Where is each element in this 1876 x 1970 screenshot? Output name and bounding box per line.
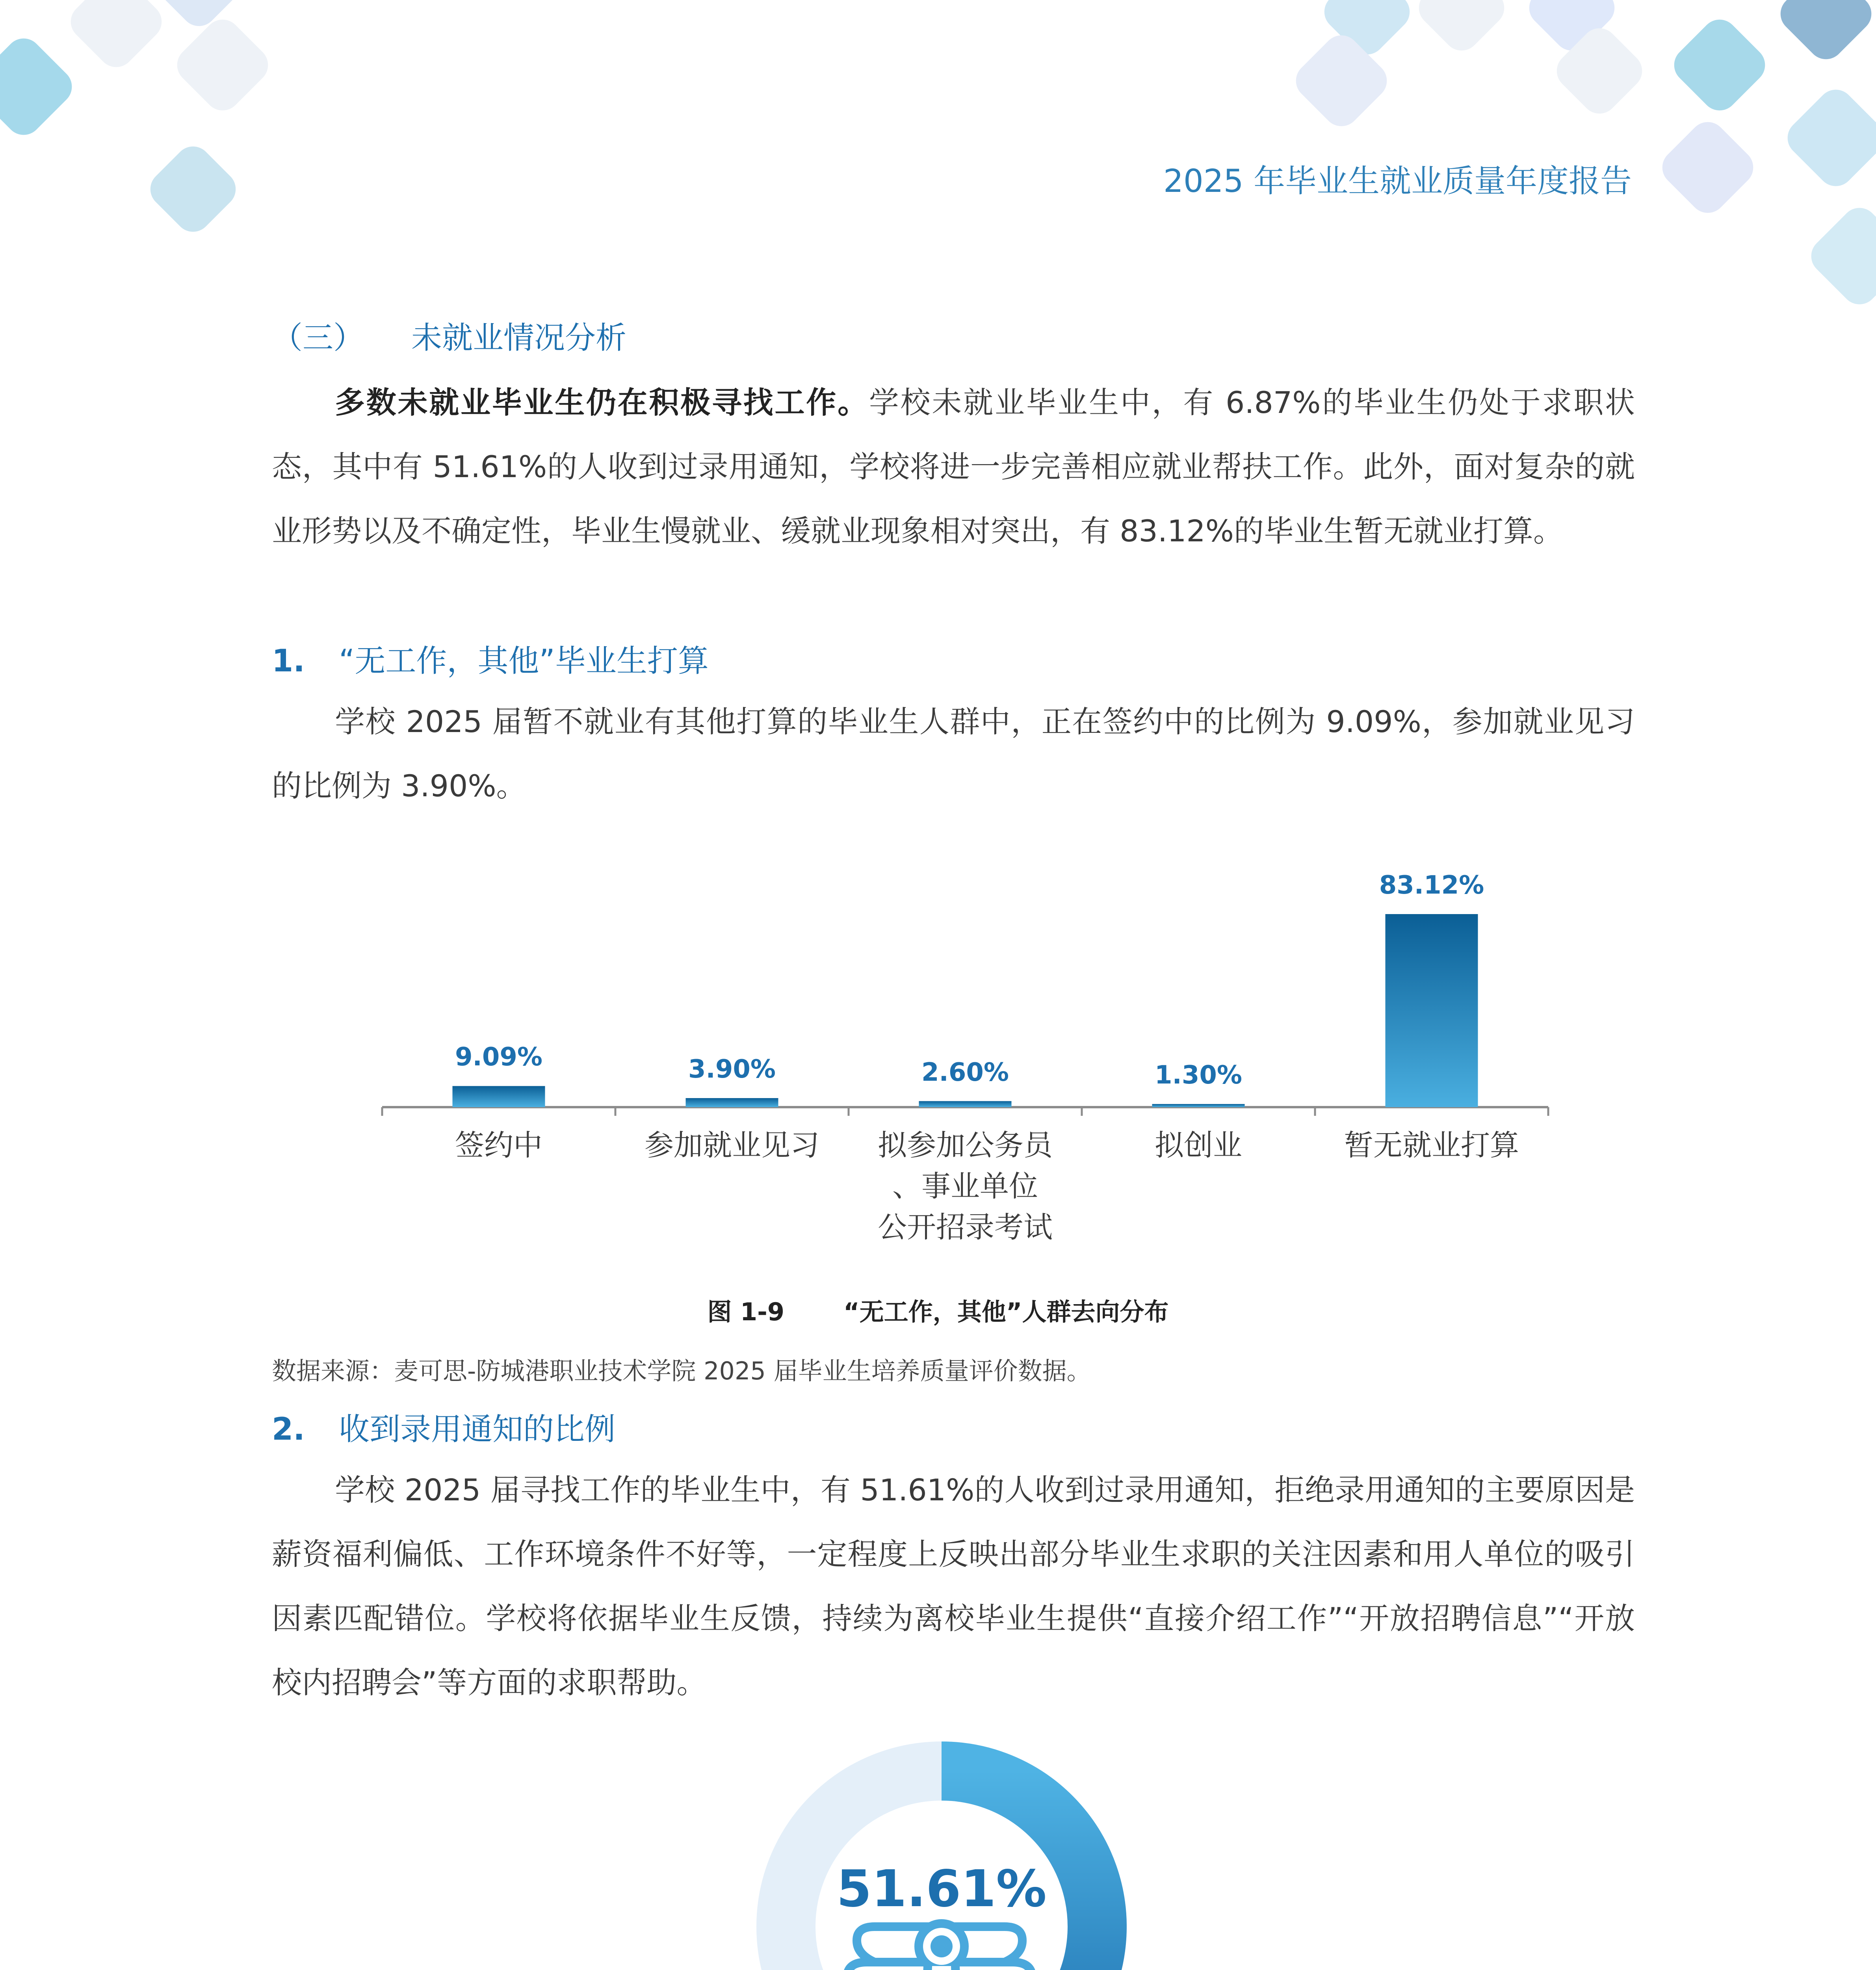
bar <box>686 1098 778 1107</box>
bar <box>1386 914 1478 1107</box>
category-label-line: 暂无就业打算 <box>1344 1128 1519 1162</box>
donut-value-label: 51.61% <box>836 1860 1047 1918</box>
category-label-line: 公开招录考试 <box>878 1210 1053 1244</box>
bar-value-label: 2.60% <box>921 1057 1009 1087</box>
category-label <box>388 1125 609 1166</box>
subsection-1-heading <box>272 636 709 680</box>
category-label <box>622 1125 842 1166</box>
category-label-line: 签约中 <box>455 1128 542 1162</box>
section-title: 未就业情况分析 <box>411 320 627 356</box>
category-label-line: 、事业单位 <box>892 1169 1038 1203</box>
bar <box>1152 1104 1245 1107</box>
bar-value-label: 1.30% <box>1154 1061 1243 1090</box>
bar <box>453 1086 545 1107</box>
section-heading <box>272 313 674 357</box>
diploma-icon <box>847 1924 1032 1970</box>
category-label <box>855 1125 1075 1248</box>
subsection-1-number: 1. <box>272 643 305 679</box>
subsection-2-title: 收到录用通知的比例 <box>339 1412 616 1447</box>
figure-1-source: 数据来源：麦可思-防城港职业技术学院 2025 届毕业生培养质量评价数据。 <box>272 1357 1091 1385</box>
subsection-2-heading <box>272 1405 615 1449</box>
bar-value-label: 3.90% <box>688 1055 776 1084</box>
intro-lead: 多数未就业毕业生仍在积极寻找工作。 <box>335 385 869 420</box>
section-number: （三） <box>272 320 364 356</box>
category-label-line: 拟参加公务员 <box>878 1128 1053 1162</box>
subsection-2-paragraph: 学校 2025 届寻找工作的毕业生中，有 51.61%的人收到过录用通知，拒绝录用通知的主要原因是薪资福利偏低、工作环境条件不好等，一定程度上反映出部分毕业生求职的关注因素和用人单位的吸引因素匹配错位。学校将依据毕业生反馈，持续为离校毕业生提供“直接介绍工作”“开放招聘信息”“开放校内招聘会”等方面的求职帮助。 <box>272 1472 1635 1700</box>
figure-1-caption <box>0 1292 1876 1327</box>
intro-paragraph <box>272 370 1635 563</box>
subsection-1-title: “无工作，其他”毕业生打算 <box>339 643 709 679</box>
running-title: 2025 年毕业生就业质量年度报告 <box>1163 163 1632 199</box>
bar-chart <box>0 827 1876 1261</box>
category-label <box>1321 1125 1542 1166</box>
subsection-1-paragraph: 学校 2025 届暂不就业有其他打算的毕业生人群中，正在签约中的比例为 9.09%，参加就业见习的比例为 3.90%。 <box>272 704 1635 803</box>
figure-1-title: “无工作，其他”人群去向分布 <box>843 1297 1169 1326</box>
intro-text: 学校未就业毕业生中，有 6.87%的毕业生仍处于求职状态，其中有 51.61%的人收到过录用通知，学校将进一步完善相应就业帮扶工作。此外，面对复杂的就业形势以及不确定性，毕业生慢就业、缓就业现象相对突出，有 83.12%的毕业生暂无就业打算。 <box>272 385 1635 548</box>
bar-value-label: 9.09% <box>455 1043 543 1072</box>
category-label-line: 参加就业见习 <box>645 1128 819 1162</box>
bar-value-label: 83.12% <box>1379 871 1484 900</box>
donut-canvas <box>756 1741 1127 1970</box>
category-label-line: 拟创业 <box>1155 1128 1242 1162</box>
category-label <box>1088 1125 1309 1166</box>
offer-rate-donut <box>756 1741 1127 1970</box>
bar <box>919 1101 1012 1107</box>
figure-1-number: 图 1-9 <box>707 1297 785 1326</box>
subsection-2-number: 2. <box>272 1412 305 1447</box>
